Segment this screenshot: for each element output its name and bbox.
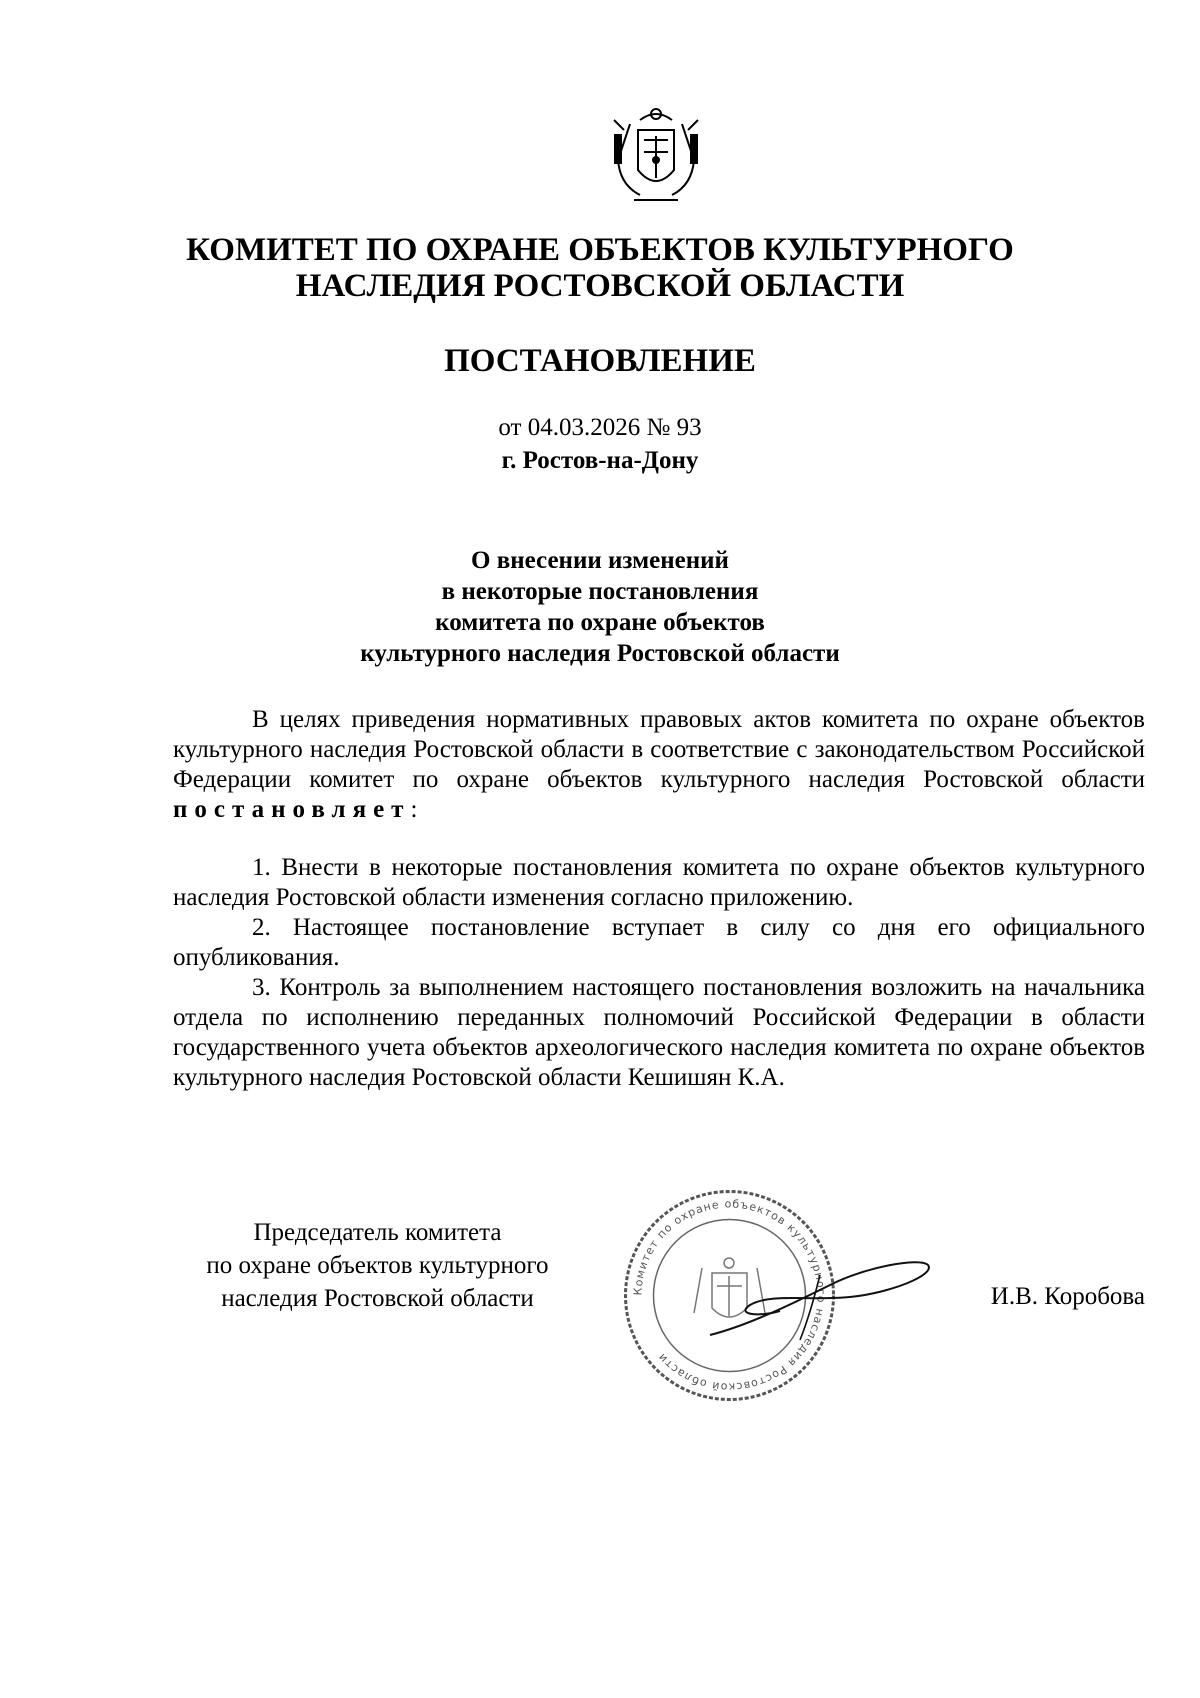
signatory-line-3: наследия Ростовской области	[221, 1285, 534, 1312]
preamble-text: В целях приведения нормативных правовых актов комитета по охране объектов культурного наследия Ростовской области в соответствие с законодательством Российской Федерации комитет по охране объектов культурного наследия Ростовской области	[173, 706, 1145, 793]
document-subject	[0, 545, 1200, 669]
item-1: 1. Внести в некоторые постановления комитета по охране объектов культурного наследия Ростовской области изменения согласно приложению.	[173, 854, 1145, 911]
coat-of-arms-icon	[600, 100, 712, 210]
item-2: 2. Настоящее постановление вступает в силу со дня его официального опубликования.	[173, 914, 1145, 971]
resolution-items	[173, 853, 1145, 1093]
org-line-1: КОМИТЕТ ПО ОХРАНЕ ОБЪЕКТОВ КУЛЬТУРНОГО	[186, 232, 1014, 268]
date-number: от 04.03.2026 № 93	[498, 414, 702, 441]
org-line-2: НАСЛЕДИЯ РОСТОВСКОЙ ОБЛАСТИ	[295, 268, 905, 304]
subject-line-2: в некоторые постановления	[441, 578, 759, 605]
signatory-line-2: по охране объектов культурного	[206, 1252, 549, 1279]
preamble	[173, 705, 1145, 825]
signatory-name: И.В. Коробова	[990, 1283, 1145, 1310]
organization-title	[0, 232, 1200, 304]
signatory-line-1: Председатель комитета	[253, 1219, 502, 1246]
preamble-colon: :	[410, 796, 418, 823]
handwritten-signature-icon	[690, 1245, 940, 1355]
item-3: 3. Контроль за выполнением настоящего постановления возложить на начальника отдела по исполнению переданных полномочий Российской Федерации в области государственного учета объектов археологического наследия комитета по охране объектов культурного наследия Ростовской области Кешишян К.А.	[173, 974, 1145, 1091]
subject-line-3: комитета по охране объектов	[435, 609, 765, 636]
subject-line-4: культурного наследия Ростовской области	[360, 640, 840, 667]
signatory-title	[175, 1216, 580, 1315]
seal-text: Комитет по охране объектов культурного наследия Ростовской области	[631, 1197, 828, 1394]
subject-line-1: О внесении изменений	[471, 547, 729, 574]
document-type: ПОСТАНОВЛЕНИЕ	[444, 343, 756, 379]
resolves-word: постановляет	[173, 796, 411, 823]
city: г. Ростов-на-Дону	[501, 447, 699, 474]
